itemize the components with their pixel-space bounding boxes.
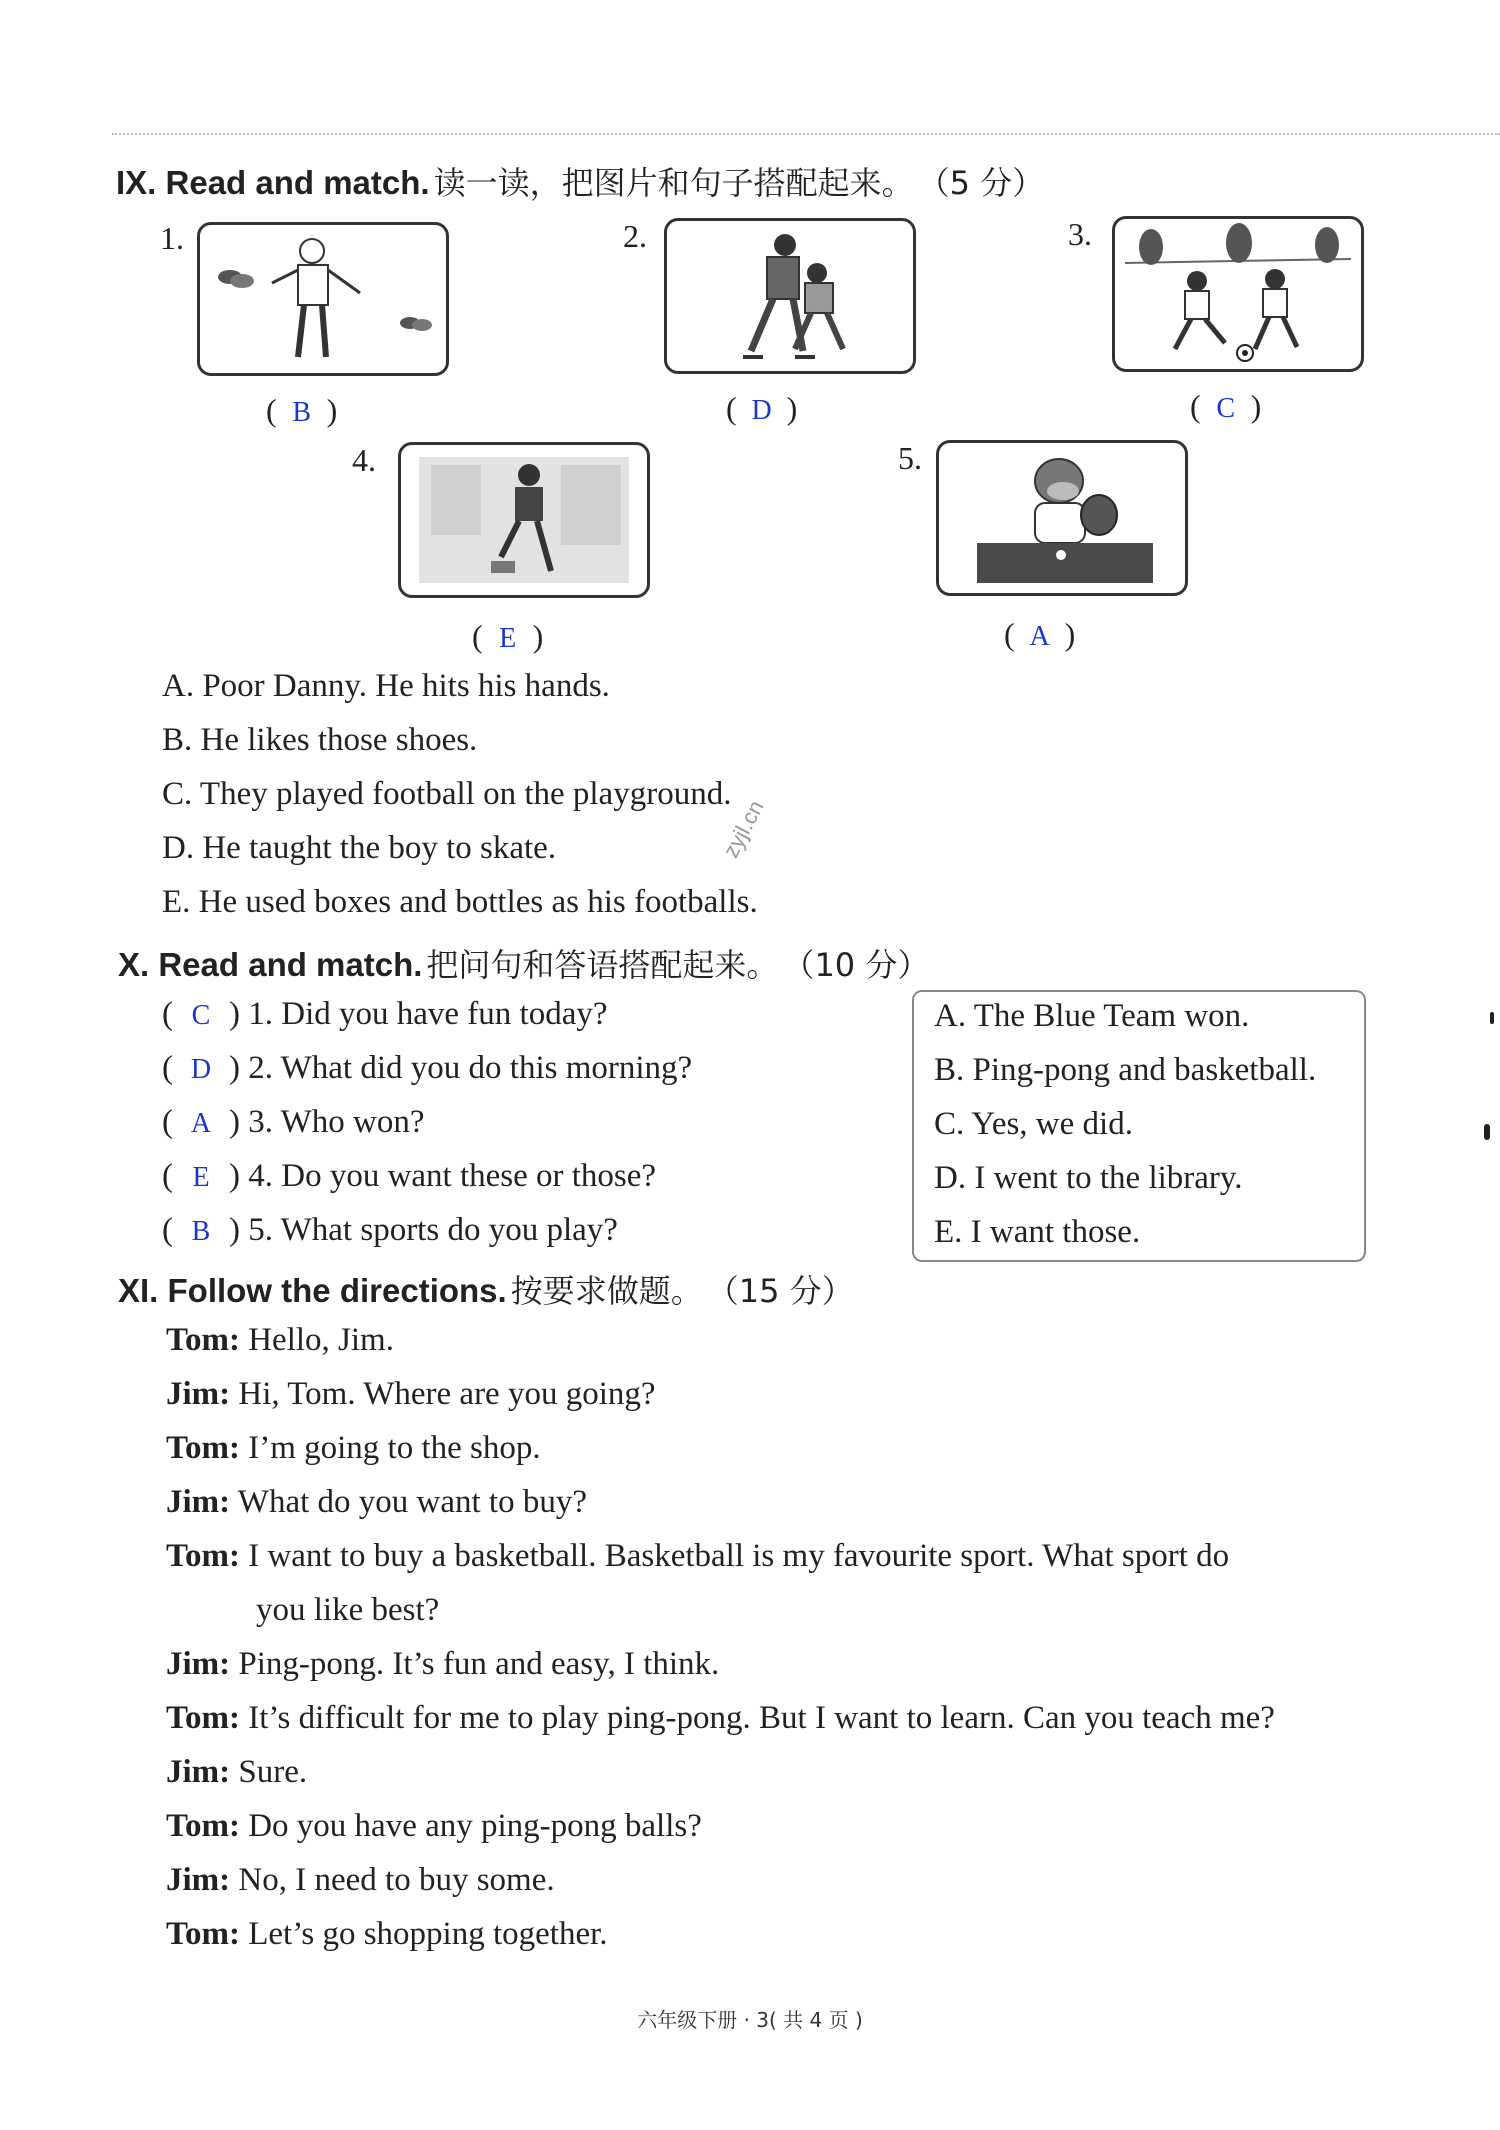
dialogue-line-6-speaker: Jim: bbox=[166, 1646, 231, 1682]
dialogue-line-9-text: Do you have any ping-pong balls? bbox=[239, 1808, 702, 1844]
x-question-5-text: ) 5. What sports do you play? bbox=[229, 1212, 618, 1248]
dialogue-line-10-text: No, I need to buy some. bbox=[230, 1862, 555, 1898]
dialogue-line-2-text: Hi, Tom. Where are you going? bbox=[230, 1376, 656, 1412]
picture-4-answer: E bbox=[499, 623, 517, 654]
x-question-2-answer: D bbox=[190, 1054, 212, 1085]
dialogue-line-5-speaker: Tom: bbox=[166, 1538, 240, 1574]
page-footer: 六年级下册 · 3( 共 4 页 ) bbox=[637, 2008, 863, 2032]
dialogue-line-1-text: Hello, Jim. bbox=[239, 1322, 394, 1358]
x-question-5[interactable]: ( B ) 5. What sports do you play? bbox=[162, 1212, 618, 1248]
top-dotted-divider bbox=[112, 133, 1500, 135]
dialogue-line-8-speaker: Jim: bbox=[166, 1754, 231, 1790]
x-option-e: E. I want those. bbox=[934, 1214, 1141, 1250]
picture-5-danny-ping-pong bbox=[936, 440, 1188, 596]
dialogue-line-2-speaker: Jim: bbox=[166, 1376, 231, 1412]
x-option-a: A. The Blue Team won. bbox=[934, 998, 1250, 1034]
picture-5-number: 5. bbox=[898, 440, 922, 476]
picture-3-answer: C bbox=[1216, 393, 1235, 424]
boy-pointing-at-shoes-illustration bbox=[200, 225, 446, 373]
picture-4-boy-kicking-box bbox=[398, 442, 650, 598]
picture-1-number: 1. bbox=[160, 220, 184, 256]
picture-2-number: 2. bbox=[623, 218, 647, 254]
section-x-heading bbox=[118, 940, 929, 986]
dialogue-line-7 bbox=[166, 1700, 1275, 1737]
dialogue-line-7-text: It’s difficult for me to play ping-pong. But I want to learn. Can you teach me? bbox=[239, 1700, 1275, 1736]
x-question-1[interactable]: ( C ) 1. Did you have fun today? bbox=[162, 996, 608, 1032]
dialogue-line-1-speaker: Tom: bbox=[166, 1322, 240, 1358]
section-xi-title: XI. Follow the directions. bbox=[118, 1272, 507, 1309]
section-x-title: X. Read and match. bbox=[118, 946, 423, 983]
dialogue-line-4-text: What do you want to buy? bbox=[230, 1484, 587, 1520]
dialogue-line-10 bbox=[166, 1862, 555, 1899]
section-xi-instruction: 按要求做题。 bbox=[510, 1272, 703, 1310]
picture-3-number: 3. bbox=[1068, 216, 1092, 252]
x-option-c: C. Yes, we did. bbox=[934, 1106, 1133, 1142]
dialogue-line-7-speaker: Tom: bbox=[166, 1700, 240, 1736]
x-question-5-answer: B bbox=[191, 1216, 211, 1247]
section-xi-score: （15 分） bbox=[706, 1272, 854, 1310]
x-question-1-text: ) 1. Did you have fun today? bbox=[229, 996, 608, 1032]
x-question-4-answer: E bbox=[192, 1162, 210, 1193]
dialogue-line-4 bbox=[166, 1484, 587, 1521]
picture-2-skating-lesson bbox=[664, 218, 916, 374]
dialogue-line-6 bbox=[166, 1646, 719, 1683]
picture-1-answer-blank[interactable]: ( B ) bbox=[266, 392, 338, 428]
section-x-instruction: 把问句和答语搭配起来。 bbox=[426, 946, 779, 984]
picture-4-number: 4. bbox=[352, 442, 376, 478]
x-option-b: B. Ping-pong and basketball. bbox=[934, 1052, 1317, 1088]
dialogue-line-5-continued bbox=[256, 1592, 439, 1629]
ix-sentence-d: D. He taught the boy to skate. bbox=[162, 830, 557, 866]
dialogue-line-1 bbox=[166, 1322, 394, 1359]
picture-3-answer-blank[interactable]: ( C ) bbox=[1190, 388, 1262, 424]
x-question-3-answer: A bbox=[190, 1108, 212, 1139]
picture-4-answer-blank[interactable]: ( E ) bbox=[472, 618, 544, 654]
section-ix-instruction: 读一读，把图片和句子搭配起来。 bbox=[433, 164, 914, 202]
section-ix-heading bbox=[116, 158, 1044, 204]
dialogue-line-9-speaker: Tom: bbox=[166, 1808, 240, 1844]
dialogue-line-4-speaker: Jim: bbox=[166, 1484, 231, 1520]
dialogue-line-11-text: Let’s go shopping together. bbox=[239, 1916, 608, 1952]
man-teaching-skating-illustration bbox=[667, 221, 913, 371]
watermark: zyjl.cn bbox=[718, 796, 769, 862]
ix-sentence-a: A. Poor Danny. He hits his hands. bbox=[162, 668, 610, 704]
section-xi-heading bbox=[118, 1266, 854, 1312]
dialogue-line-10-speaker: Jim: bbox=[166, 1862, 231, 1898]
x-question-3-text: ) 3. Who won? bbox=[229, 1104, 425, 1140]
x-question-3[interactable]: ( A ) 3. Who won? bbox=[162, 1104, 425, 1140]
dialogue-line-8 bbox=[166, 1754, 307, 1791]
picture-1-boy-with-shoes bbox=[197, 222, 449, 376]
ix-sentence-c: C. They played football on the playground. bbox=[162, 776, 732, 812]
dialogue-line-6-text: Ping-pong. It’s fun and easy, I think. bbox=[230, 1646, 720, 1682]
dialogue-line-2 bbox=[166, 1376, 656, 1413]
picture-2-answer-blank[interactable]: ( D ) bbox=[726, 390, 798, 426]
dialogue-line-3-speaker: Tom: bbox=[166, 1430, 240, 1466]
picture-2-answer: D bbox=[751, 395, 772, 426]
dialogue-line-5-text: I want to buy a basketball. Basketball is my favourite sport. What sport do bbox=[239, 1538, 1230, 1574]
x-question-4[interactable]: ( E ) 4. Do you want these or those? bbox=[162, 1158, 657, 1194]
dialogue-line-3-text: I’m going to the shop. bbox=[239, 1430, 541, 1466]
dinosaur-with-ping-pong-paddle-illustration bbox=[939, 443, 1185, 593]
scan-speck bbox=[1490, 1012, 1494, 1024]
dialogue-line-9 bbox=[166, 1808, 702, 1845]
x-question-2-text: ) 2. What did you do this morning? bbox=[229, 1050, 693, 1086]
picture-5-answer: A bbox=[1029, 621, 1050, 652]
picture-1-answer: B bbox=[292, 397, 311, 428]
x-answer-options-box bbox=[912, 990, 1366, 1262]
dialogue-line-11-speaker: Tom: bbox=[166, 1916, 240, 1952]
ix-sentence-e: E. He used boxes and bottles as his footballs. bbox=[162, 884, 758, 920]
x-question-4-text: ) 4. Do you want these or those? bbox=[229, 1158, 657, 1194]
picture-3-playing-football bbox=[1112, 216, 1364, 372]
dialogue-line-11 bbox=[166, 1916, 608, 1953]
x-question-1-answer: C bbox=[191, 1000, 211, 1031]
boys-playing-football-illustration bbox=[1115, 219, 1361, 369]
dialogue-line-5 bbox=[166, 1538, 1229, 1575]
section-ix-score: （5 分） bbox=[917, 164, 1045, 202]
x-question-2[interactable]: ( D ) 2. What did you do this morning? bbox=[162, 1050, 693, 1086]
dialogue-line-8-text: Sure. bbox=[230, 1754, 308, 1790]
boy-kicking-box-illustration bbox=[401, 445, 647, 595]
section-ix-title: IX. Read and match. bbox=[116, 164, 430, 201]
ix-sentence-b: B. He likes those shoes. bbox=[162, 722, 478, 758]
dialogue-line-3 bbox=[166, 1430, 541, 1467]
x-option-d: D. I went to the library. bbox=[934, 1160, 1243, 1196]
section-x-score: （10 分） bbox=[782, 946, 930, 984]
dialogue-line-5-continued-text: you like best? bbox=[256, 1592, 440, 1628]
picture-5-answer-blank[interactable]: ( A ) bbox=[1004, 616, 1076, 652]
scan-speck bbox=[1484, 1124, 1490, 1140]
